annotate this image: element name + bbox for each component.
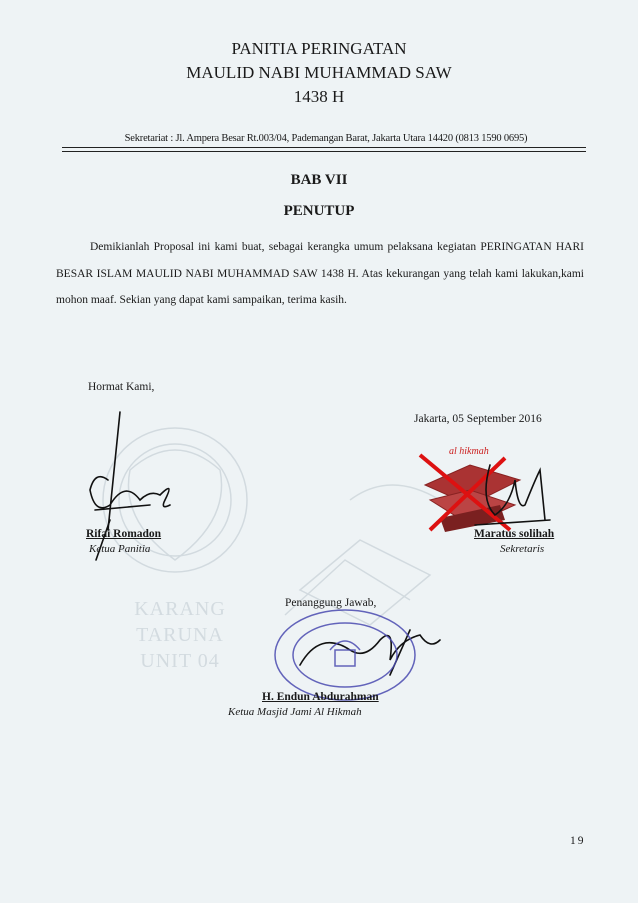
signatory-role-mosque-head: Ketua Masjid Jami Al Hikmah	[228, 706, 362, 718]
closing-salutation: Hormat Kami,	[88, 381, 155, 393]
signatory-name-mosque-head: H. Endun Abdurahman	[262, 691, 379, 703]
signatory-role-secretary: Sekretaris	[500, 543, 545, 555]
header-line2: MAULID NABI MUHAMMAD SAW	[186, 63, 452, 82]
watermark-line2: UNIT 04	[140, 650, 220, 672]
page-number: 19	[570, 835, 586, 847]
closing-paragraph: Demikianlah Proposal ini kami buat, sebagai kerangka umum pelaksana kegiatan PERINGATAN HARI BESAR ISLAM MAULID NABI MUHAMMAD SAW 1438 H. Atas kekurangan yang telah kami lakukan,kami mohon maaf. Sekian yang dapat kami sampaikan, terima kasih.	[56, 241, 584, 306]
stamp-label: al hikmah	[449, 446, 489, 457]
signatory-name-secretary: Maratus solihah	[474, 528, 555, 540]
watermark-line1: KARANG TARUNA	[134, 598, 226, 646]
signatory-role-chair: Ketua Panitia	[89, 543, 151, 555]
signatory-name-chair: Rifai Romadon	[86, 528, 162, 540]
header-line3: 1438 H	[293, 87, 345, 106]
chapter-title: BAB VII	[290, 172, 348, 188]
section-title: PENUTUP	[283, 203, 355, 219]
place-date: Jakarta, 05 September 2016	[414, 413, 542, 425]
responsible-label: Penanggung Jawab,	[285, 597, 377, 609]
secretariat-address: Sekretariat : Jl. Ampera Besar Rt.003/04, Pademangan Barat, Jakarta Utara 14420 (0813 1590 0695)	[124, 133, 528, 144]
header-line1: PANITIA PERINGATAN	[231, 39, 407, 58]
